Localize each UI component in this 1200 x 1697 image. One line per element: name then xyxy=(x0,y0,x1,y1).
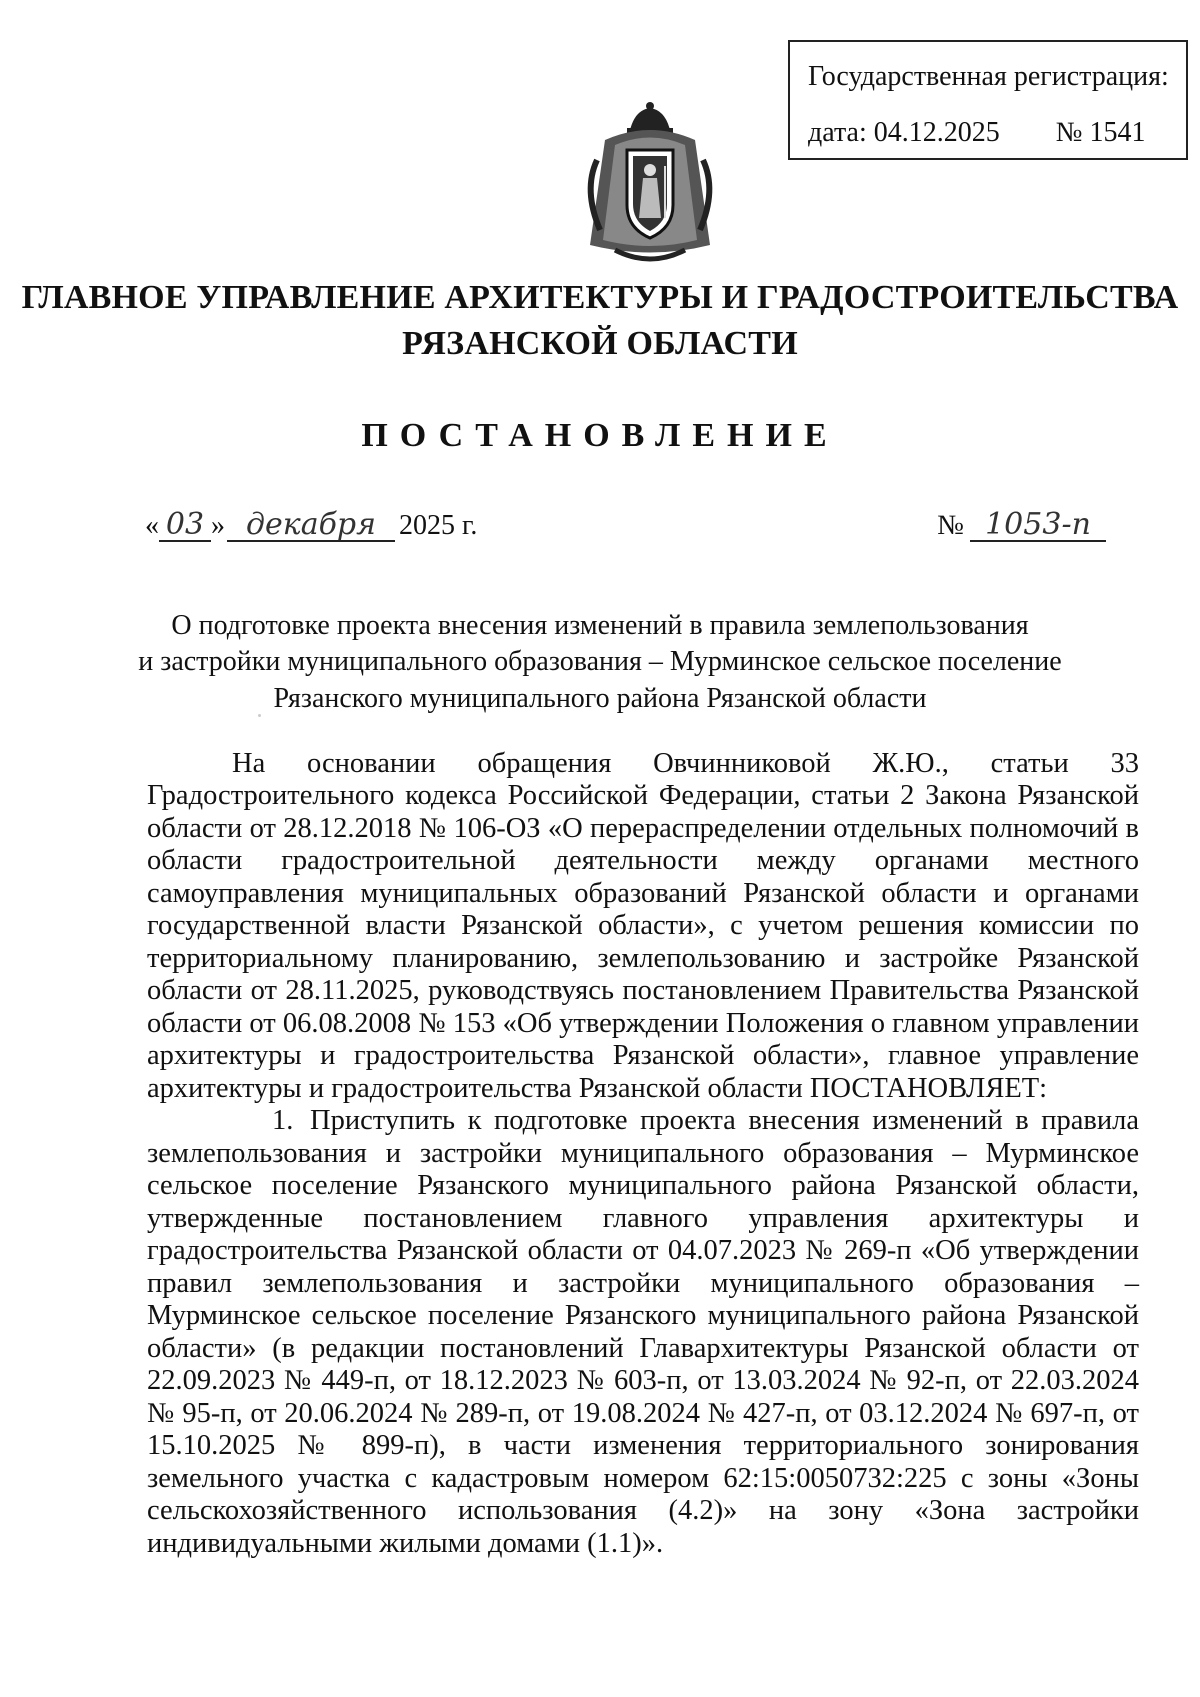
document-date xyxy=(145,507,478,542)
organization-line-2: РЯЗАНСКОЙ ОБЛАСТИ xyxy=(402,324,798,362)
subject-line-1: О подготовке проекта внесения изменений в правила землепользования xyxy=(171,610,1029,641)
date-open-quote: « xyxy=(145,510,159,541)
preamble-paragraph: На основании обращения Овчинниковой Ж.Ю., статьи 33 Градостроительного кодекса Российской Федерации, статьи 2 Закона Рязанской области от 28.12.2018 № 106-ОЗ «О перераспределении отдельных полномочий в области градостроительной деятельности между органами местного самоуправления муниципальных образований Рязанской области и органами государственной власти Рязанской области», с учетом решения комиссии по территориальному планированию, землепользованию и застройке Рязанской области от 28.11.2025, руководствуясь постановлением Правительства Рязанской области от 06.08.2008 № 153 «Об утверждении Положения о главном управлении архитектуры и градостроительства Рязанской области», главное управление архитектуры и градостроительства Рязанской области ПОСТАНОВЛЯЕТ: xyxy=(147,748,1139,1104)
date-month-handwritten: декабря xyxy=(227,510,395,542)
organization-name xyxy=(0,275,1200,367)
document-body xyxy=(147,748,1139,1560)
number-value-handwritten: 1053-п xyxy=(970,510,1106,542)
clause-1-text: Приступить к подготовке проекта внесения изменений в правила землепользования и застройки муниципального образования – Мурминское сельское поселение Рязанского муниципального района Рязанской области, утвержденные постановлением главного управления архитектуры и градостроительства Рязанской области от 04.07.2023 № 269-п «Об утверждении правил землепользования и застройки муниципального образования – Мурминское сельское поселение Рязанского муниципального района Рязанской области» (в редакции постановлений Главархитектуры Рязанской области от 22.09.2023 № 449-п, от 18.12.2023 № 603-п, от 13.03.2024 № 92-п, от 22.03.2024 № 95-п, от 20.06.2024 № 289-п, от 19.08.2024 № 427-п, от 03.12.2024 № 697-п, от 15.10.2025 № 899-п), в части изменения территориального зонирования земельного участка с кадастровым номером 62:15:0050732:225 с зоны «Зоны сельскохозяйственного использования (4.2)» на зону «Зона застройки индивидуальными жилыми домами (1.1)». xyxy=(147,1105,1139,1559)
clause-1 xyxy=(147,1105,1139,1560)
scan-speck xyxy=(258,714,261,717)
document-number xyxy=(937,507,1106,542)
number-prefix: № xyxy=(937,510,964,541)
registration-title: Государственная регистрация: xyxy=(808,61,1169,92)
document-type-title: ПОСТАНОВЛЕНИЕ xyxy=(361,417,839,454)
document-subject xyxy=(0,608,1200,717)
clause-1-marker: 1. xyxy=(272,1105,294,1137)
date-close-quote: » xyxy=(211,510,225,541)
ryazan-coat-of-arms-icon xyxy=(575,100,725,270)
organization-line-1: ГЛАВНОЕ УПРАВЛЕНИЕ АРХИТЕКТУРЫ И ГРАДОСТРОИТЕЛЬСТВА xyxy=(21,279,1179,316)
date-day-handwritten: 03 xyxy=(159,510,211,542)
subject-line-2: и застройки муниципального образования – Мурминское сельское поселение xyxy=(138,646,1062,678)
registration-date: дата: 04.12.2025 xyxy=(808,116,1000,148)
registration-stamp xyxy=(788,40,1188,160)
date-year: 2025 г. xyxy=(399,510,478,541)
registration-number: № 1541 xyxy=(1055,116,1146,148)
subject-line-3: Рязанского муниципального района Рязанской области xyxy=(273,682,927,714)
